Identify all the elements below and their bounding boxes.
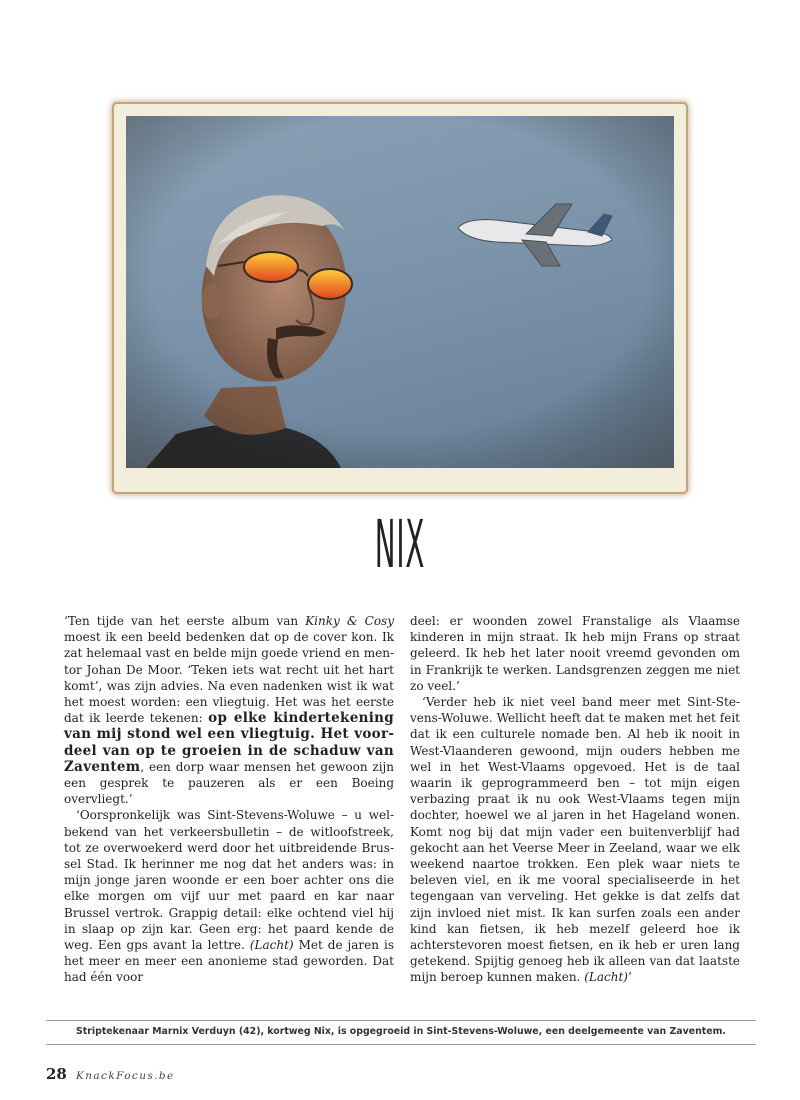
body-text: Met de jaren is het meer en meer een anonieme stad geworden. Dat had één voor: [64, 938, 394, 985]
portrait-photo-with-airplane: [126, 116, 674, 468]
page-number: 28: [46, 1065, 67, 1083]
body-text: ’: [627, 970, 632, 985]
body-text: moest ik een beeld bedenken dat op de cover kon. Ik zat helemaal vast en belde mijn goede vriend en mentor Johan De Moor. ‘Teken iets wat recht uit het hart komt’, was zijn advies. Na even nadenken wist ik wat het moest worden: een vliegtuig. Het was het eerste dat ik leerde tekenen:: [64, 630, 394, 726]
italic-text: (Lacht): [584, 970, 628, 985]
caption-top-rule: [46, 1020, 756, 1021]
page-footer: [46, 1064, 175, 1083]
article-paragraph: [410, 694, 740, 986]
publication-brand: KnackFocus.be: [75, 1070, 175, 1082]
article-title: NIX: [374, 506, 426, 583]
body-text: , een dorp waar mensen het gewoon zijn een gesprek te pauzeren als er een Boeing overvliegt.’: [64, 759, 394, 807]
body-text: ‘Ten tijde van het eerste album van: [64, 614, 306, 628]
body-text: deel: er woonden zowel Franstalige als Vlaamse kinderen in mijn straat. Ik heb mijn Frans op straat geleerd. Ik heb het later nooit vreemd gevonden om in Frankrijk te werken. Landsgrenzen zeggen me niet zo veel.’: [410, 614, 740, 693]
article-paragraph: [410, 613, 740, 694]
pull-quote-text: op elke kindertekening van mij stond wel een vliegtuig. Het voordeel van op te groeien in de schaduw van Zaventem: [64, 710, 394, 775]
body-text: ‘Verder heb ik niet veel band meer met Sint-Stevens-Woluwe. Wellicht heeft dat te maken met het feit dat ik een culturele nomade ben. Al heb ik nooit in West-Vlaanderen gewoond, mijn ouders hebben me wel in het West-Vlaams opgevoed. Het is de taal waarin ik geprogrammeerd ben – tot mijn eigen verbazing praat ik nu ook West-Vlaams tegen mijn dochter, hoewel we al jaren in het Hageland wonen. Komt nog bij dat mijn vader een buitenverblijf had gekocht aan het Veerse Meer in Zeeland, waar we elk weekend naartoe trokken. Een plek waar niets te beleven viel, en ik me vooral specialiseerde in het tegengaan van verveling. Het gekke is dat zelfs dat zijn invloed niet mist. Ik kan surfen zoals een ander kind kan fietsen, ik heb mezelf geleerd hoe ik achterstevoren moest fietsen, en ik heb er uren lang getekend. Spijtig genoeg heb ik alleen van dat laatste mijn beroep kunnen maken.: [410, 695, 740, 985]
italic-text: Kinky & Cosy: [305, 614, 394, 628]
italic-text: (Lacht): [249, 938, 294, 953]
article-column-right: [410, 613, 740, 986]
caption-bottom-rule: [46, 1044, 756, 1045]
photo-frame: [114, 104, 686, 492]
body-text: ‘Oorspronkelijk was Sint-Stevens-Woluwe – u welbekend van het verkeersbulletin – de witloofstreek, tot ze overwoekerd werd door het uitbreidende Brussel Stad. Ik herinner me nog dat het anders was: in mijn jonge jaren woonde er een boer achter ons die elke morgen om vijf uur met paard en kar naar Brussel vertrok. Grappig detail: elke ochtend viel hij in slaap op zijn kar. Geen erg: het paard kende de weg. Een gps avant la lettre.: [64, 808, 394, 953]
photo-caption: Striptekenaar Marnix Verduyn (42), kortweg Nix, is opgegroeid in Sint-Stevens-Woluwe, een deelgemeente van Zaventem.: [76, 1026, 726, 1037]
article-paragraph: [64, 807, 394, 985]
article-column-left: [64, 613, 394, 986]
article-paragraph: [64, 613, 394, 807]
